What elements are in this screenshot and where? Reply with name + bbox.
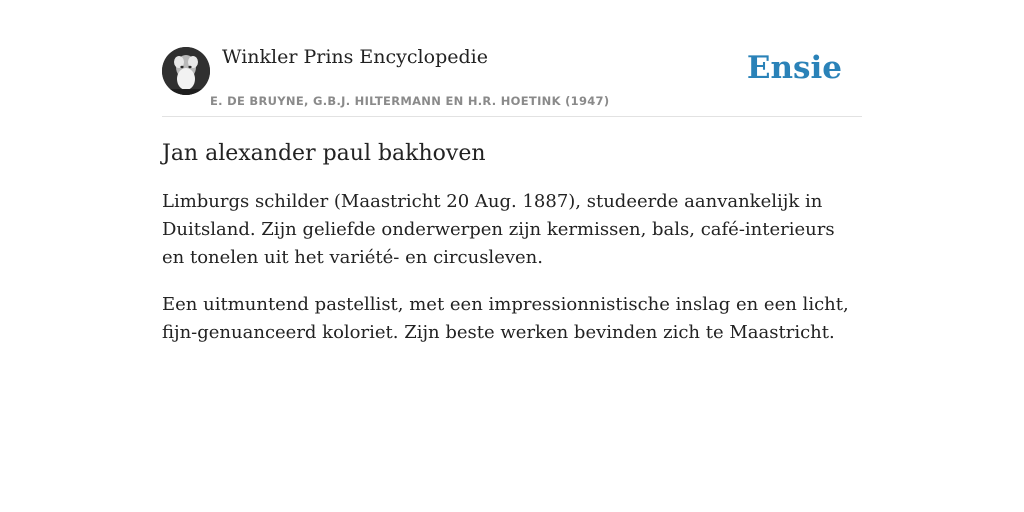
source-header	[162, 40, 862, 117]
author-portrait-icon	[162, 47, 210, 95]
source-authors: E. DE BRUYNE, G.B.J. HILTERMANN EN H.R. HOETINK (1947)	[210, 94, 610, 108]
entry-title: Jan alexander paul bakhoven	[162, 141, 486, 166]
entry-paragraph: Een uitmuntend pastellist, met een impressionnistische inslag en een licht, fijn-genuanceerd koloriet. Zijn beste werken bevinden zich te Maastricht.	[162, 294, 849, 343]
entry-content	[162, 138, 862, 366]
ensie-logo-link[interactable]: Ensie	[746, 50, 842, 86]
entry-paragraph: Limburgs schilder (Maastricht 20 Aug. 1887), studeerde aanvankelijk in Duitsland. Zijn geliefde onderwerpen zijn kermissen, bals, café-interieurs en tonelen uit het variété- en circusleven.	[162, 191, 835, 268]
source-title[interactable]: Winkler Prins Encyclopedie	[222, 46, 488, 68]
